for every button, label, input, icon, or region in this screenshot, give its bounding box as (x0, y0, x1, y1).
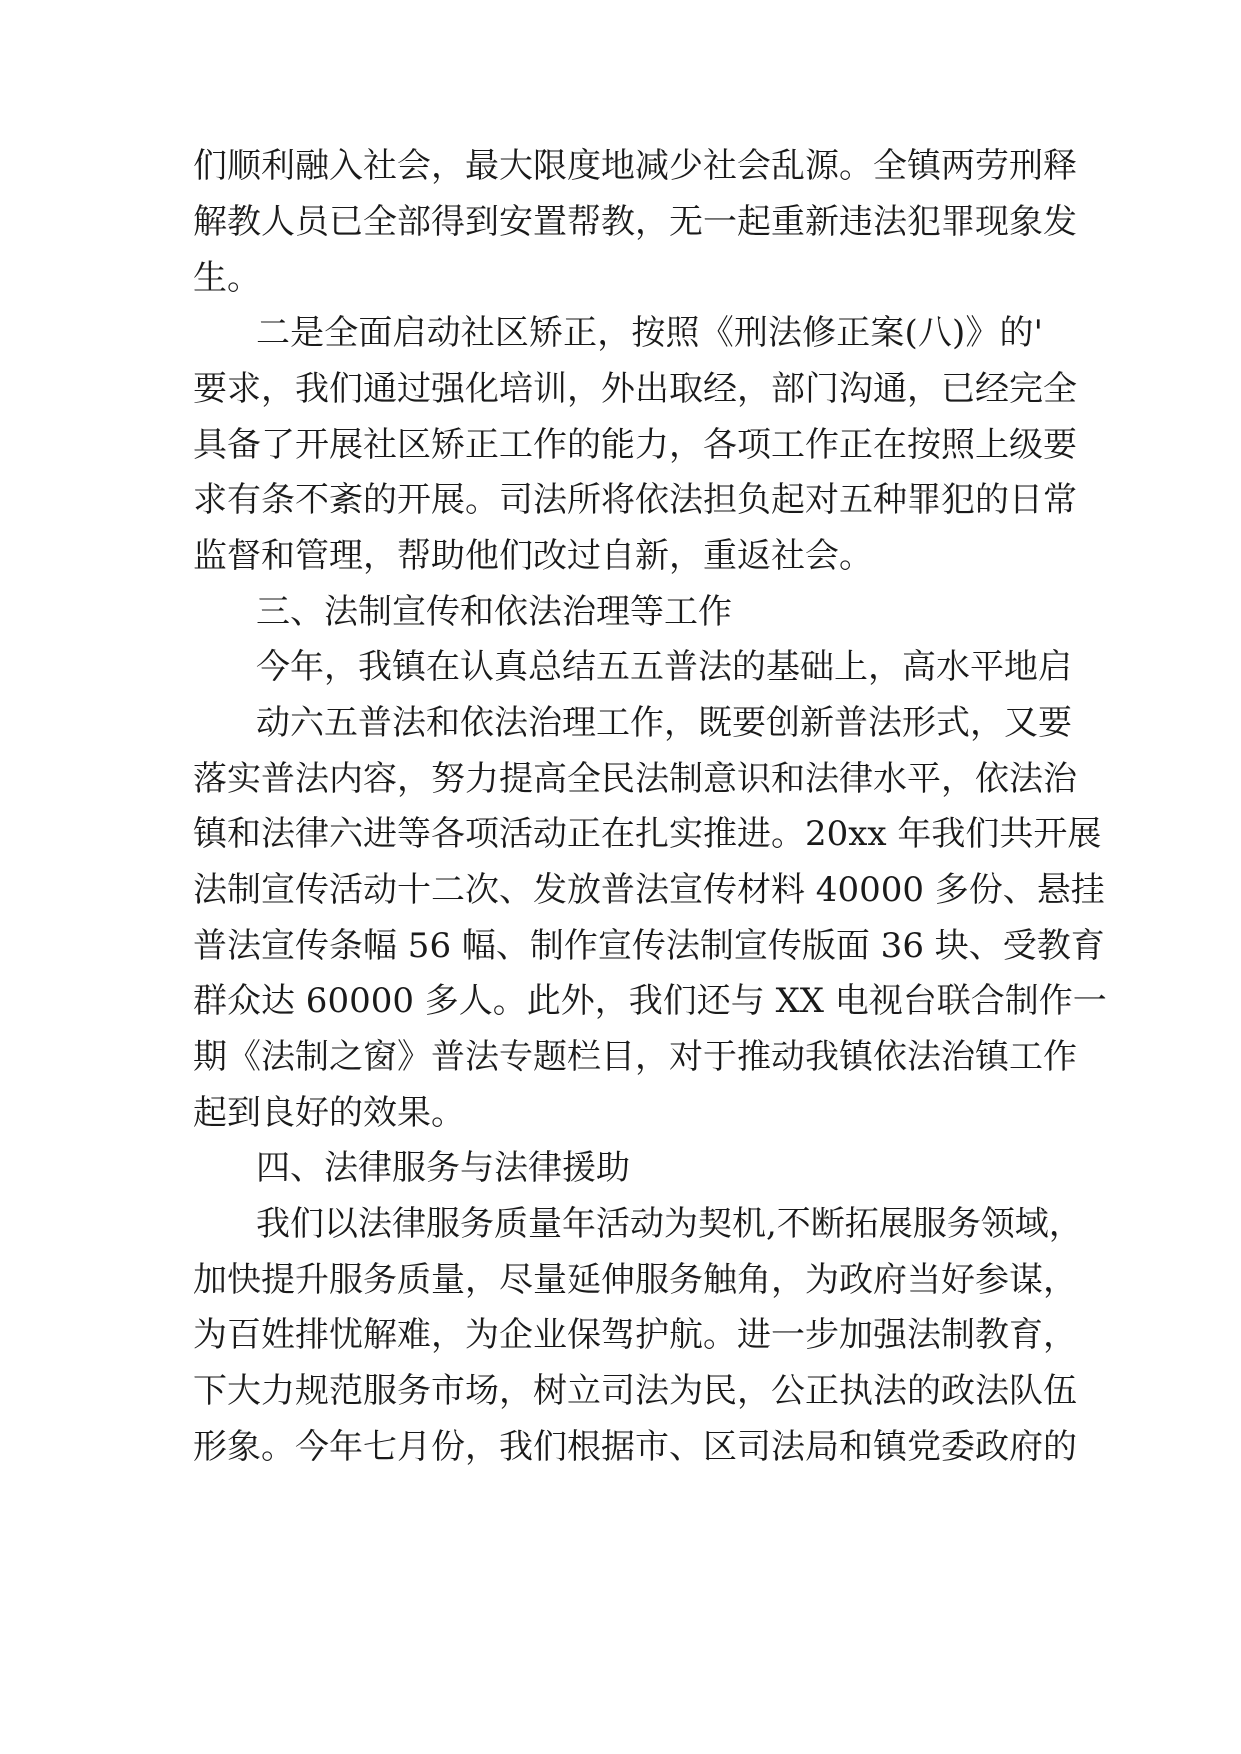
text-line-21: 加快提升服务质量，尽量延伸服务触角，为政府当好参谋， (193, 1260, 1077, 1300)
text-line-18: 起到良好的效果。 (193, 1093, 465, 1133)
text-line-12: 落实普法内容，努力提高全民法制意识和法律水平，依法治 (193, 759, 1077, 799)
text-line-17: 期《法制之窗》普法专题栏目，对于推动我镇依法治镇工作 (193, 1037, 1077, 1077)
text-line-3: 生。 (193, 258, 261, 298)
text-line-23: 下大力规范服务市场，树立司法为民，公正执法的政法队伍 (193, 1371, 1077, 1411)
text-line-20: 我们以法律服务质量年活动为契机,不断拓展服务领域， (256, 1204, 1083, 1244)
text-line-5: 要求，我们通过强化培训，外出取经，部门沟通，已经完全 (193, 369, 1077, 409)
text-line-24: 形象。今年七月份，我们根据市、区司法局和镇党委政府的 (193, 1427, 1077, 1467)
text-line-13: 镇和法律六进等各项活动正在扎实推进。20xx 年我们共开展 (193, 814, 1102, 854)
text-line-8: 监督和管理，帮助他们改过自新，重返社会。 (193, 536, 873, 576)
section-heading-4: 四、法律服务与法律援助 (256, 1148, 630, 1188)
text-line-15: 普法宣传条幅 56 幅、制作宣传法制宣传版面 36 块、受教育 (193, 926, 1105, 966)
text-line-4: 二是全面启动社区矫正，按照《刑法修正案(八)》的' (256, 313, 1043, 353)
text-line-2: 解教人员已全部得到安置帮教，无一起重新违法犯罪现象发 (193, 202, 1077, 242)
text-line-16: 群众达 60000 多人。此外，我们还与 XX 电视台联合制作一 (193, 981, 1107, 1021)
text-line-14: 法制宣传活动十二次、发放普法宣传材料 40000 多份、悬挂 (193, 870, 1105, 910)
text-line-11: 动六五普法和依法治理工作，既要创新普法形式，又要 (256, 703, 1072, 743)
section-heading-3: 三、法制宣传和依法治理等工作 (256, 592, 732, 632)
text-line-7: 求有条不紊的开展。司法所将依法担负起对五种罪犯的日常 (193, 480, 1077, 520)
text-line-1: 们顺利融入社会，最大限度地减少社会乱源。全镇两劳刑释 (193, 146, 1077, 186)
text-line-10: 今年，我镇在认真总结五五普法的基础上，高水平地启 (256, 647, 1072, 687)
text-line-22: 为百姓排忧解难，为企业保驾护航。进一步加强法制教育， (193, 1315, 1077, 1355)
text-line-6: 具备了开展社区矫正工作的能力，各项工作正在按照上级要 (193, 425, 1077, 465)
